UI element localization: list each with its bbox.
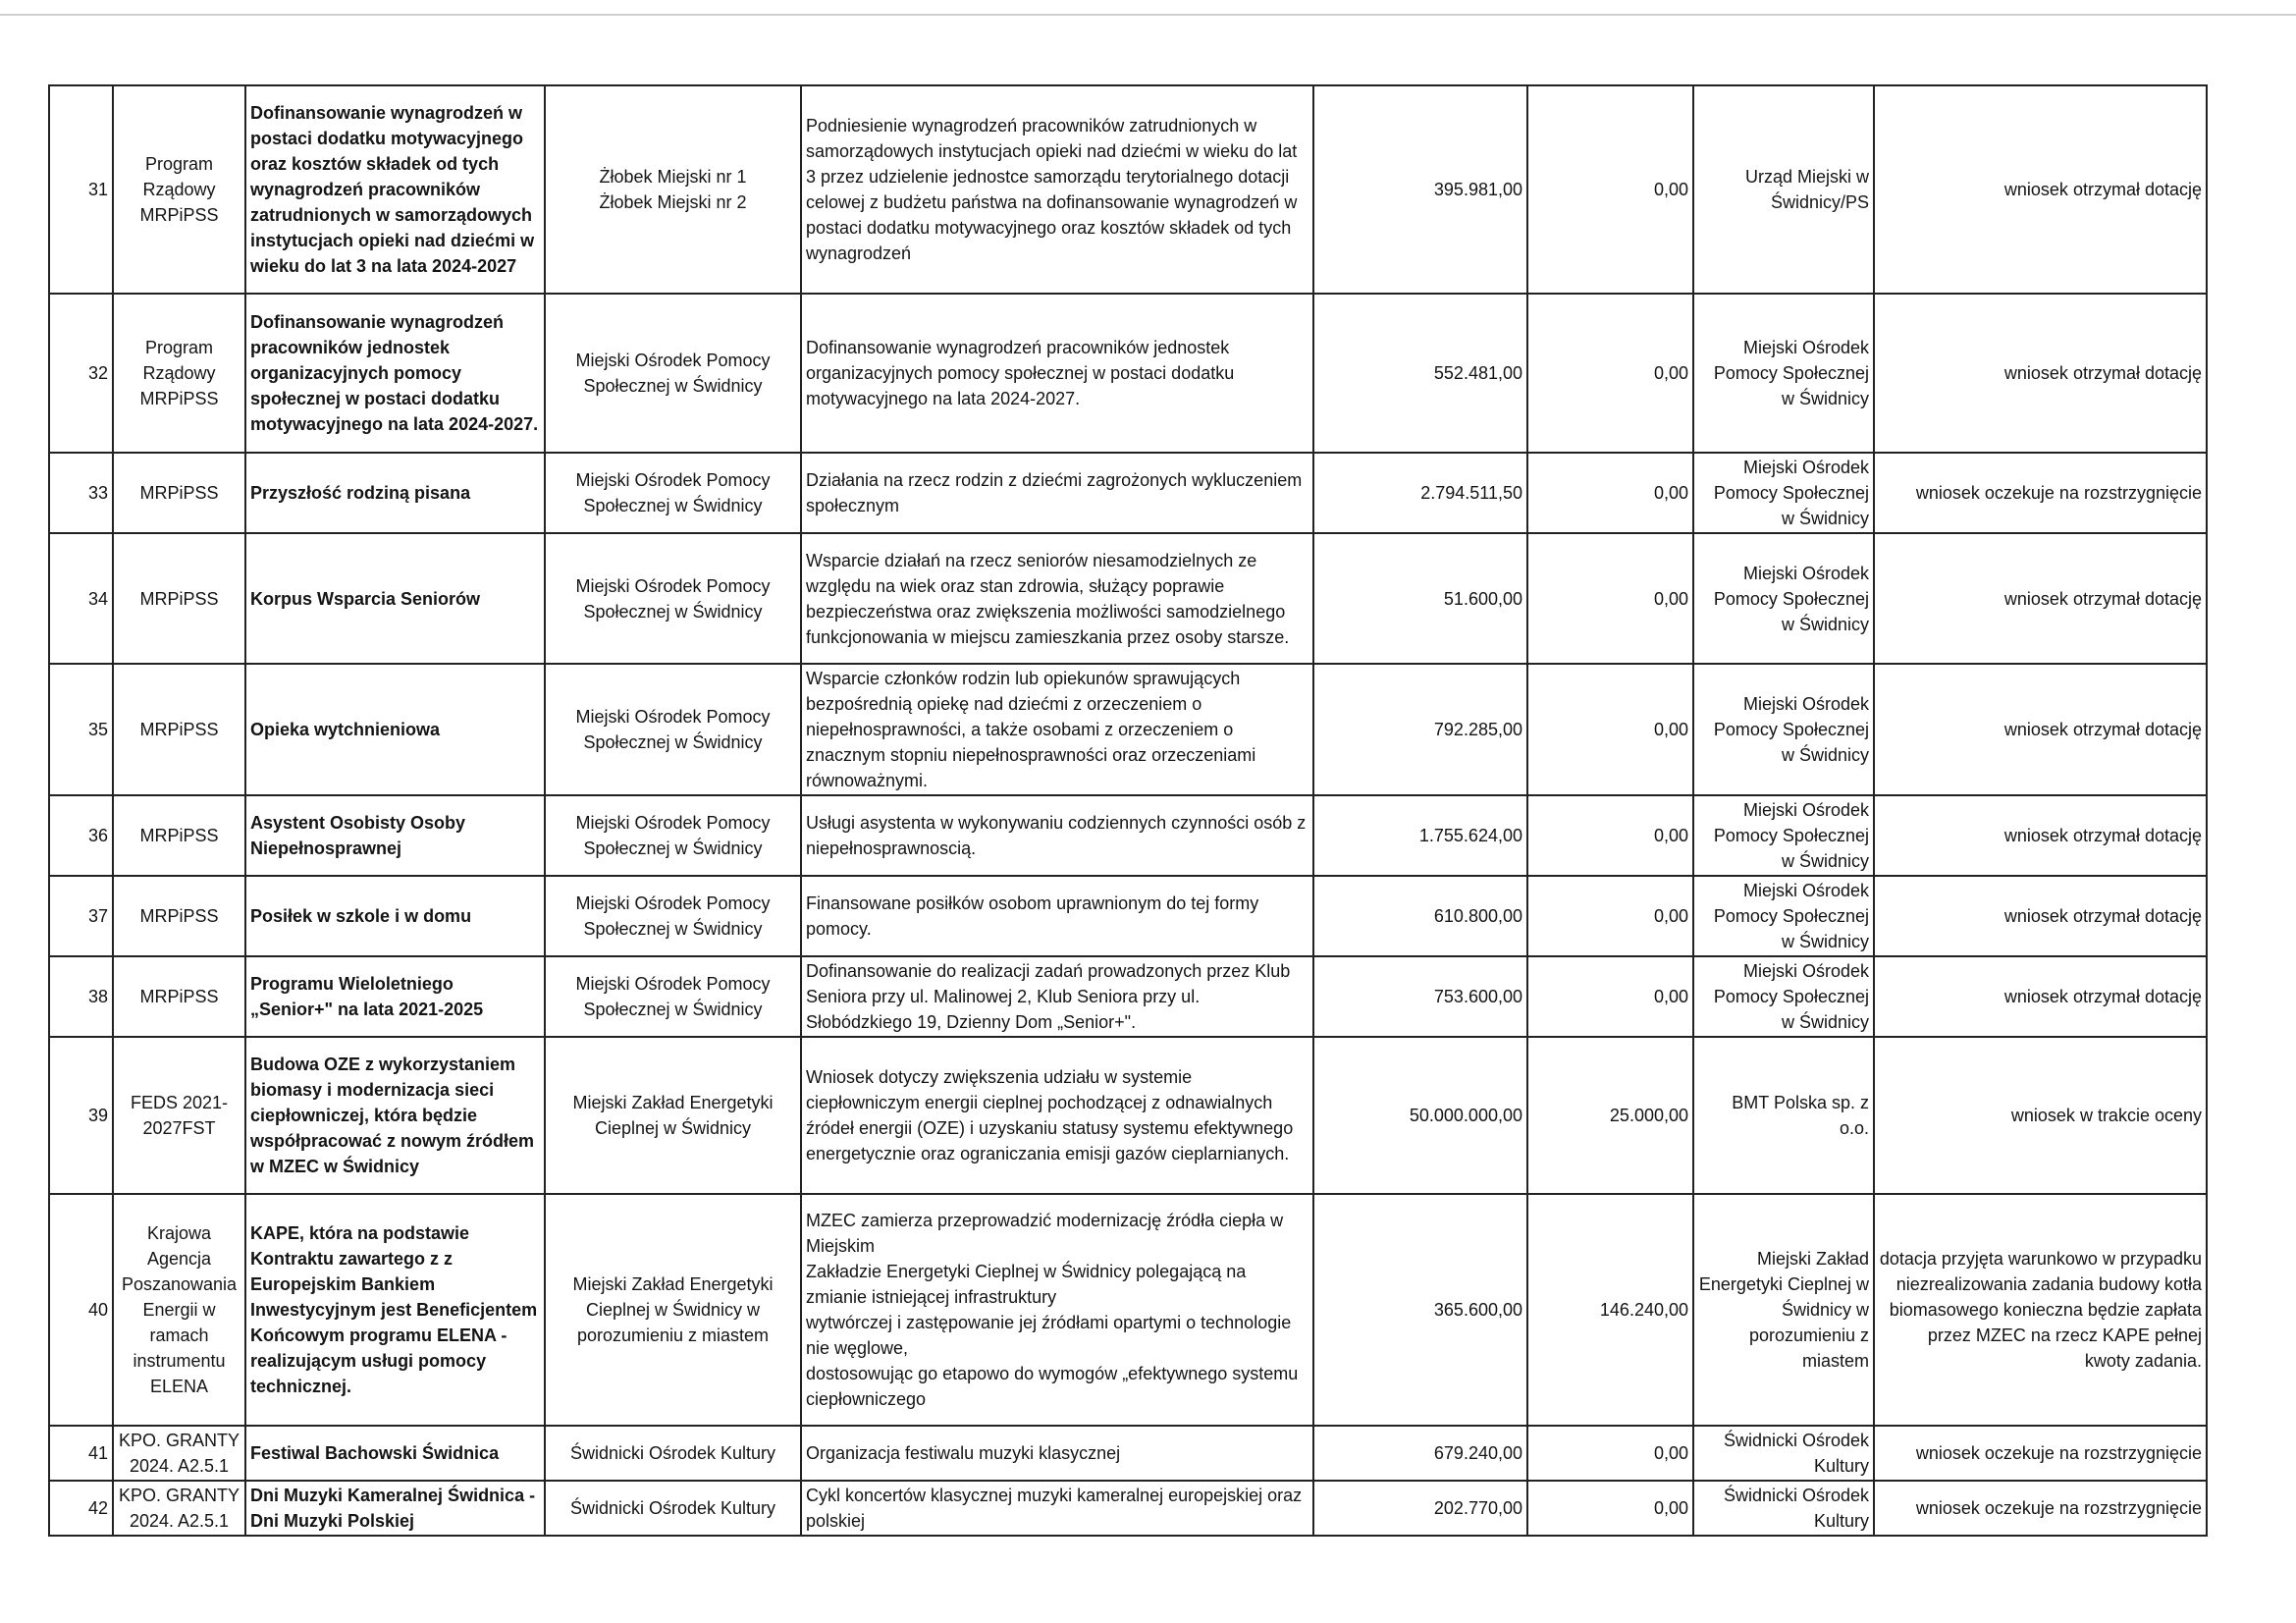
application-status: dotacja przyjęta warunkowo w przypadku niezrealizowania zadania budowy kotła biomasowego konieczna będzie zapłata przez MZEC na rzecz KAPE pełnej kwoty zadania. xyxy=(1874,1194,2207,1426)
project-description: Usługi asystenta w wykonywaniu codziennych czynności osób z niepełnosprawnoscią. xyxy=(801,795,1313,876)
table-row xyxy=(49,876,2207,956)
implementing-unit: Świdnicki Ośrodek Kultury xyxy=(545,1426,801,1481)
applicant: Miejski Ośrodek Pomocy Społecznej w Świdnicy xyxy=(1693,876,1874,956)
own-contribution: 0,00 xyxy=(1527,664,1693,795)
application-status: wniosek otrzymał dotację xyxy=(1874,533,2207,664)
page-top-rule xyxy=(0,14,2296,16)
application-status: wniosek w trakcie oceny xyxy=(1874,1037,2207,1194)
funding-source: MRPiPSS xyxy=(113,956,245,1037)
project-value: 202.770,00 xyxy=(1313,1481,1527,1536)
project-title: Korpus Wsparcia Seniorów xyxy=(245,533,545,664)
table-row xyxy=(49,1481,2207,1536)
row-number: 36 xyxy=(49,795,113,876)
project-value: 753.600,00 xyxy=(1313,956,1527,1037)
application-status: wniosek otrzymał dotację xyxy=(1874,85,2207,294)
funding-source: MRPiPSS xyxy=(113,453,245,533)
applicant: Miejski Ośrodek Pomocy Społecznej w Świdnicy xyxy=(1693,795,1874,876)
row-number: 37 xyxy=(49,876,113,956)
implementing-unit: Żłobek Miejski nr 1 Żłobek Miejski nr 2 xyxy=(545,85,801,294)
funding-source: MRPiPSS xyxy=(113,533,245,664)
project-value: 610.800,00 xyxy=(1313,876,1527,956)
implementing-unit: Miejski Zakład Energetyki Cieplnej w Świdnicy w porozumieniu z miastem xyxy=(545,1194,801,1426)
applicant: Świdnicki Ośrodek Kultury xyxy=(1693,1426,1874,1481)
application-status: wniosek oczekuje na rozstrzygnięcie xyxy=(1874,1426,2207,1481)
implementing-unit: Miejski Ośrodek Pomocy Społecznej w Świdnicy xyxy=(545,956,801,1037)
table-row xyxy=(49,1426,2207,1481)
table-row xyxy=(49,956,2207,1037)
project-value: 395.981,00 xyxy=(1313,85,1527,294)
project-title: KAPE, która na podstawie Kontraktu zawartego z z Europejskim Bankiem Inwestycyjnym jest Beneficjentem Końcowym programu ELENA - realizującym usługi pomocy technicznej. xyxy=(245,1194,545,1426)
table-row xyxy=(49,85,2207,294)
table-row xyxy=(49,1194,2207,1426)
implementing-unit: Miejski Ośrodek Pomocy Społecznej w Świdnicy xyxy=(545,664,801,795)
row-number: 32 xyxy=(49,294,113,453)
applicant: Miejski Zakład Energetyki Cieplnej w Świdnicy w porozumieniu z miastem xyxy=(1693,1194,1874,1426)
application-status: wniosek oczekuje na rozstrzygnięcie xyxy=(1874,1481,2207,1536)
project-description: Organizacja festiwalu muzyki klasycznej xyxy=(801,1426,1313,1481)
project-value: 679.240,00 xyxy=(1313,1426,1527,1481)
own-contribution: 0,00 xyxy=(1527,795,1693,876)
row-number: 35 xyxy=(49,664,113,795)
applicant: Miejski Ośrodek Pomocy Społecznej w Świdnicy xyxy=(1693,533,1874,664)
implementing-unit: Świdnicki Ośrodek Kultury xyxy=(545,1481,801,1536)
project-description: Wsparcie działań na rzecz seniorów niesamodzielnych ze względu na wiek oraz stan zdrowia, służący poprawie bezpieczeństwa oraz zwiększenia możliwości samodzielnego funkcjonowania w miejscu zamieszkania przez osoby starsze. xyxy=(801,533,1313,664)
project-description: Wniosek dotyczy zwiększenia udziału w systemie ciepłowniczym energii cieplnej pochodzącej z odnawialnych źródeł energii (OZE) i uzyskaniu statusy systemu efektywnego energetycznie oraz ograniczania emisji gazów cieplarnianych. xyxy=(801,1037,1313,1194)
project-value: 2.794.511,50 xyxy=(1313,453,1527,533)
project-title: Festiwal Bachowski Świdnica xyxy=(245,1426,545,1481)
implementing-unit: Miejski Ośrodek Pomocy Społecznej w Świdnicy xyxy=(545,533,801,664)
implementing-unit: Miejski Ośrodek Pomocy Społecznej w Świdnicy xyxy=(545,876,801,956)
table-body xyxy=(49,85,2207,1536)
funding-source: MRPiPSS xyxy=(113,876,245,956)
own-contribution: 0,00 xyxy=(1527,956,1693,1037)
applicant: BMT Polska sp. z o.o. xyxy=(1693,1037,1874,1194)
project-value: 792.285,00 xyxy=(1313,664,1527,795)
own-contribution: 0,00 xyxy=(1527,453,1693,533)
project-description: Dofinansowanie wynagrodzeń pracowników jednostek organizacyjnych pomocy społecznej w postaci dodatku motywacyjnego na lata 2024-2027. xyxy=(801,294,1313,453)
project-value: 51.600,00 xyxy=(1313,533,1527,664)
own-contribution: 0,00 xyxy=(1527,1481,1693,1536)
project-description: Działania na rzecz rodzin z dziećmi zagrożonych wykluczeniem społecznym xyxy=(801,453,1313,533)
project-title: Posiłek w szkole i w domu xyxy=(245,876,545,956)
funding-source: FEDS 2021- 2027FST xyxy=(113,1037,245,1194)
table-row xyxy=(49,294,2207,453)
project-title: Przyszłość rodziną pisana xyxy=(245,453,545,533)
applicant: Świdnicki Ośrodek Kultury xyxy=(1693,1481,1874,1536)
project-description: Podniesienie wynagrodzeń pracowników zatrudnionych w samorządowych instytucjach opieki nad dziećmi w wieku do lat 3 przez udzielenie jednostce samorządu terytorialnego dotacji celowej z budżetu państwa na dofinansowanie wynagrodzeń w postaci dodatku motywacyjnego oraz kosztów składek od tych wynagrodzeń xyxy=(801,85,1313,294)
own-contribution: 0,00 xyxy=(1527,533,1693,664)
application-status: wniosek otrzymał dotację xyxy=(1874,795,2207,876)
table-row xyxy=(49,533,2207,664)
project-description: MZEC zamierza przeprowadzić modernizację źródła ciepła w Miejskim Zakładzie Energetyki Cieplnej w Świdnicy polegającą na zmianie istniejącej infrastruktury wytwórczej i zastępowanie jej źródłami opartymi o technologie nie węglowe, dostosowując go etapowo do wymogów „efektywnego systemu ciepłowniczego xyxy=(801,1194,1313,1426)
project-title: Dofinansowanie wynagrodzeń w postaci dodatku motywacyjnego oraz kosztów składek od tych wynagrodzeń pracowników zatrudnionych w samorządowych instytucjach opieki nad dziećmi w wieku do lat 3 na lata 2024-2027 xyxy=(245,85,545,294)
own-contribution: 25.000,00 xyxy=(1527,1037,1693,1194)
project-title: Budowa OZE z wykorzystaniem biomasy i modernizacja sieci ciepłowniczej, która będzie współpracować z nowym źródłem w MZEC w Świdnicy xyxy=(245,1037,545,1194)
project-value: 1.755.624,00 xyxy=(1313,795,1527,876)
application-status: wniosek otrzymał dotację xyxy=(1874,956,2207,1037)
row-number: 42 xyxy=(49,1481,113,1536)
application-status: wniosek otrzymał dotację xyxy=(1874,876,2207,956)
funding-source: KPO. GRANTY 2024. A2.5.1 xyxy=(113,1426,245,1481)
funding-source: KPO. GRANTY 2024. A2.5.1 xyxy=(113,1481,245,1536)
funding-source: Program Rządowy MRPiPSS xyxy=(113,294,245,453)
implementing-unit: Miejski Ośrodek Pomocy Społecznej w Świdnicy xyxy=(545,294,801,453)
table-row xyxy=(49,453,2207,533)
project-title: Programu Wieloletniego „Senior+" na lata 2021-2025 xyxy=(245,956,545,1037)
applicant: Miejski Ośrodek Pomocy Społecznej w Świdnicy xyxy=(1693,294,1874,453)
project-value: 50.000.000,00 xyxy=(1313,1037,1527,1194)
row-number: 34 xyxy=(49,533,113,664)
project-title: Dofinansowanie wynagrodzeń pracowników jednostek organizacyjnych pomocy społecznej w postaci dodatku motywacyjnego na lata 2024-2027. xyxy=(245,294,545,453)
row-number: 39 xyxy=(49,1037,113,1194)
row-number: 38 xyxy=(49,956,113,1037)
applicant: Urząd Miejski w Świdnicy/PS xyxy=(1693,85,1874,294)
table-row xyxy=(49,1037,2207,1194)
row-number: 31 xyxy=(49,85,113,294)
funding-source: Program Rządowy MRPiPSS xyxy=(113,85,245,294)
project-description: Cykl koncertów klasycznej muzyki kameralnej europejskiej oraz polskiej xyxy=(801,1481,1313,1536)
funding-source: MRPiPSS xyxy=(113,795,245,876)
row-number: 41 xyxy=(49,1426,113,1481)
funding-source: MRPiPSS xyxy=(113,664,245,795)
project-title: Dni Muzyki Kameralnej Świdnica - Dni Muzyki Polskiej xyxy=(245,1481,545,1536)
applicant: Miejski Ośrodek Pomocy Społecznej w Świdnicy xyxy=(1693,664,1874,795)
applicant: Miejski Ośrodek Pomocy Społecznej w Świdnicy xyxy=(1693,453,1874,533)
funding-source: Krajowa Agencja Poszanowania Energii w ramach instrumentu ELENA xyxy=(113,1194,245,1426)
application-status: wniosek otrzymał dotację xyxy=(1874,294,2207,453)
table-row xyxy=(49,795,2207,876)
application-status: wniosek oczekuje na rozstrzygnięcie xyxy=(1874,453,2207,533)
project-description: Dofinansowanie do realizacji zadań prowadzonych przez Klub Seniora przy ul. Malinowej 2, Klub Seniora przy ul. Słobódzkiego 19, Dzienny Dom „Senior+". xyxy=(801,956,1313,1037)
implementing-unit: Miejski Zakład Energetyki Cieplnej w Świdnicy xyxy=(545,1037,801,1194)
own-contribution: 0,00 xyxy=(1527,1426,1693,1481)
row-number: 40 xyxy=(49,1194,113,1426)
own-contribution: 0,00 xyxy=(1527,294,1693,453)
grant-applications-table xyxy=(48,84,2208,1537)
project-value: 552.481,00 xyxy=(1313,294,1527,453)
project-title: Opieka wytchnieniowa xyxy=(245,664,545,795)
table-row xyxy=(49,664,2207,795)
own-contribution: 0,00 xyxy=(1527,876,1693,956)
project-title: Asystent Osobisty Osoby Niepełnosprawnej xyxy=(245,795,545,876)
project-description: Wsparcie członków rodzin lub opiekunów sprawujących bezpośrednią opiekę nad dziećmi z orzeczeniem o niepełnosprawności, a także osobami z orzeczeniem o znacznym stopniu niepełnosprawności oraz orzeczeniami równoważnymi. xyxy=(801,664,1313,795)
implementing-unit: Miejski Ośrodek Pomocy Społecznej w Świdnicy xyxy=(545,795,801,876)
project-description: Finansowane posiłków osobom uprawnionym do tej formy pomocy. xyxy=(801,876,1313,956)
implementing-unit: Miejski Ośrodek Pomocy Społecznej w Świdnicy xyxy=(545,453,801,533)
application-status: wniosek otrzymał dotację xyxy=(1874,664,2207,795)
row-number: 33 xyxy=(49,453,113,533)
own-contribution: 0,00 xyxy=(1527,85,1693,294)
applicant: Miejski Ośrodek Pomocy Społecznej w Świdnicy xyxy=(1693,956,1874,1037)
project-value: 365.600,00 xyxy=(1313,1194,1527,1426)
own-contribution: 146.240,00 xyxy=(1527,1194,1693,1426)
